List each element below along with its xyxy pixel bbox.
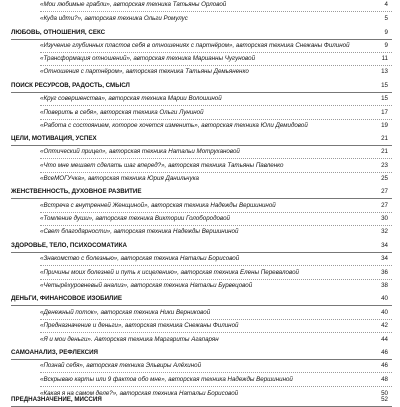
toc-section-title: ПОИСК РЕСУРСОВ, РАДОСТЬ, СМЫСЛ — [11, 82, 130, 89]
toc-dotted-divider — [40, 372, 392, 373]
toc-entry[interactable] — [0, 162, 400, 170]
toc-entry-title: «ВсеМОГУчка», авторская техника Юрия Данильчука — [40, 175, 199, 182]
toc-section[interactable] — [0, 295, 400, 303]
toc-entry-title: «Свет благодарности», авторская техника Надежды Вершининой — [40, 228, 239, 235]
toc-section[interactable] — [0, 242, 400, 250]
toc-dotted-divider — [40, 319, 392, 320]
toc-entry[interactable] — [0, 95, 400, 103]
toc-entry[interactable] — [0, 322, 400, 330]
toc-entry-title: «Оптический прицел», авторская техника Натальи Мотрухановой — [40, 148, 240, 155]
toc-page-number: 25 — [381, 175, 388, 182]
toc-dotted-divider — [40, 172, 392, 173]
toc-page-number: 23 — [381, 162, 388, 169]
toc-entry-title: «Куда идти?», авторская техника Ольги Ромулус — [40, 15, 188, 22]
toc-page-number: 32 — [381, 228, 388, 235]
toc-entry-title: «Отношения с партнёром», авторская техника Татьяны Демьяненко — [40, 68, 249, 75]
toc-section-title: САМОАНАЛИЗ, РЕФЛЕКСИЯ — [11, 349, 99, 356]
toc-entry[interactable] — [0, 15, 400, 23]
toc-page-number: 15 — [381, 82, 388, 89]
toc-entry[interactable] — [0, 376, 400, 384]
toc-dotted-divider — [40, 265, 392, 266]
toc-page-number: 15 — [381, 95, 388, 102]
toc-page-number: 38 — [381, 282, 388, 289]
toc-entry[interactable] — [0, 228, 400, 236]
toc-section[interactable] — [0, 396, 400, 404]
toc-section-title: ДЕНЬГИ, ФИНАНСОВОЕ ИЗОБИЛИЕ — [11, 295, 122, 302]
toc-entry-title: «Вскрываю карты или 9 фактов обо мне», авторская техника Надежды Вершининой — [40, 376, 293, 383]
toc-dotted-divider — [40, 11, 392, 12]
toc-page-number: 40 — [381, 295, 388, 302]
toc-dotted-divider — [40, 105, 392, 106]
toc-entry[interactable] — [0, 362, 400, 370]
toc-page-number: 46 — [381, 349, 388, 356]
toc-entry[interactable] — [0, 109, 400, 117]
toc-entry-title: «Что мне мешает сделать шаг вперед?», авторская техника Татьяны Павленко — [40, 162, 284, 169]
toc-entry[interactable] — [0, 1, 400, 9]
toc-dotted-divider — [40, 158, 392, 159]
toc-entry-title: «Я и мои деньги». Авторская техника Маргариты Агапарян — [40, 336, 219, 343]
toc-page-number: 13 — [381, 68, 388, 75]
toc-entry-title: «Четырёхуровневый анализ», авторская техника Натальи Бурвецовой — [40, 282, 253, 289]
toc-page-number: 27 — [381, 188, 388, 195]
toc-entry[interactable] — [0, 215, 400, 223]
toc-dotted-divider — [40, 212, 392, 213]
toc-page-number: 50 — [381, 390, 388, 397]
toc-entry-title: «Трансформация отношений», авторская техника Марианны Чугуновой — [40, 55, 256, 62]
toc-dotted-divider — [40, 65, 392, 66]
toc-dotted-divider — [40, 279, 392, 280]
toc-section[interactable] — [0, 135, 400, 143]
toc-entry-title: «Денежный поток», авторская техника Ники Верниковой — [40, 309, 211, 316]
toc-entry[interactable] — [0, 122, 400, 130]
toc-entry-title: «Работа с состоянием, которое хочется изменить», авторская техника Юли Демидовой — [40, 122, 308, 129]
toc-section-title: ЗДОРОВЬЕ, ТЕЛО, ПСИХОСОМАТИКА — [11, 242, 127, 249]
toc-entry[interactable] — [0, 202, 400, 210]
toc-section-title: ЛЮБОВЬ, ОТНОШЕНИЯ, СЕКС — [11, 29, 106, 36]
toc-page-number: 44 — [381, 336, 388, 343]
toc-page-number: 46 — [381, 362, 388, 369]
toc-page-number: 27 — [381, 202, 388, 209]
toc-dotted-divider — [40, 119, 392, 120]
toc-page-number: 17 — [381, 109, 388, 116]
toc-section-title: ЦЕЛИ, МОТИВАЦИЯ, УСПЕХ — [11, 135, 97, 142]
toc-entry-title: «Томление души», авторская техника Виктории Голобородовой — [40, 215, 230, 222]
toc-page-number: 36 — [381, 269, 388, 276]
toc-section[interactable] — [0, 82, 400, 90]
toc-entry-title: «Круг совершенства», авторская техника Марии Волошиной — [40, 95, 222, 102]
toc-dotted-divider — [40, 386, 392, 387]
toc-page-number: 5 — [384, 15, 388, 22]
toc-page-number: 34 — [381, 255, 388, 262]
toc-entry[interactable] — [0, 255, 400, 263]
toc-page-number: 19 — [381, 122, 388, 129]
toc-entry[interactable] — [0, 148, 400, 156]
toc-page-number: 48 — [381, 376, 388, 383]
toc-page-number: 34 — [381, 242, 388, 249]
toc-dotted-divider — [40, 332, 392, 333]
toc-page-number: 9 — [384, 29, 388, 36]
toc-page-number: 30 — [381, 215, 388, 222]
toc-entry-title: «Причины моих болезней и путь к исцелению», авторская техника Елены Переваловой — [40, 269, 299, 276]
toc-page-number: 42 — [381, 322, 388, 329]
toc-page-number: 21 — [381, 135, 388, 142]
toc-dotted-divider — [40, 52, 392, 53]
toc-entry[interactable] — [0, 175, 400, 183]
toc-entry-title: «Предназначение и деньги», авторская техника Снежаны Филиной — [40, 322, 239, 329]
toc-entry[interactable] — [0, 282, 400, 290]
toc-entry[interactable] — [0, 68, 400, 76]
toc-page-number: 9 — [384, 42, 388, 49]
toc-dotted-divider — [40, 225, 392, 226]
toc-section-title: ЖЕНСТВЕННОСТЬ, ДУХОВНОЕ РАЗВИТИЕ — [11, 188, 142, 195]
toc-page-number: 21 — [381, 148, 388, 155]
toc-section[interactable] — [0, 349, 400, 357]
toc-entry[interactable] — [0, 55, 400, 63]
toc-page-number: 4 — [384, 1, 388, 8]
toc-section[interactable] — [0, 29, 400, 37]
toc-page-number: 52 — [381, 396, 388, 403]
toc-entry-title: «Мои любимые грабли», авторская техника Татьяны Орловой — [40, 1, 227, 8]
toc-entry[interactable] — [0, 336, 400, 344]
toc-entry-title: «Какая я на самом деле?», авторская техника Натальи Борисовой — [40, 390, 239, 397]
toc-entry[interactable] — [0, 42, 400, 50]
toc-entry-title: «Изучение глубинных пластов себя в отношениях с партнёром», авторская техника Снежаны Филиной — [40, 42, 350, 49]
toc-entry-title: «Познай себя», авторская техника Эльвиры Алёхиной — [40, 362, 202, 369]
toc-entry-title: «Поверить в себя», авторская техника Ольги Луниной — [40, 109, 204, 116]
toc-entry[interactable] — [0, 269, 400, 277]
toc-section-title: ПРЕДНАЗНАЧЕНИЕ, МИССИЯ — [11, 396, 102, 403]
toc-page-number: 40 — [381, 309, 388, 316]
toc-entry[interactable] — [0, 309, 400, 317]
toc-section[interactable] — [0, 188, 400, 196]
toc-page-number: 11 — [381, 55, 388, 62]
toc-entry-title: «Встреча с внутренней Женщиной», авторская техника Надежды Вершининой — [40, 202, 276, 209]
toc-entry-title: «Знакомство с болезнью», авторская техника Натальи Борисовой — [40, 255, 240, 262]
